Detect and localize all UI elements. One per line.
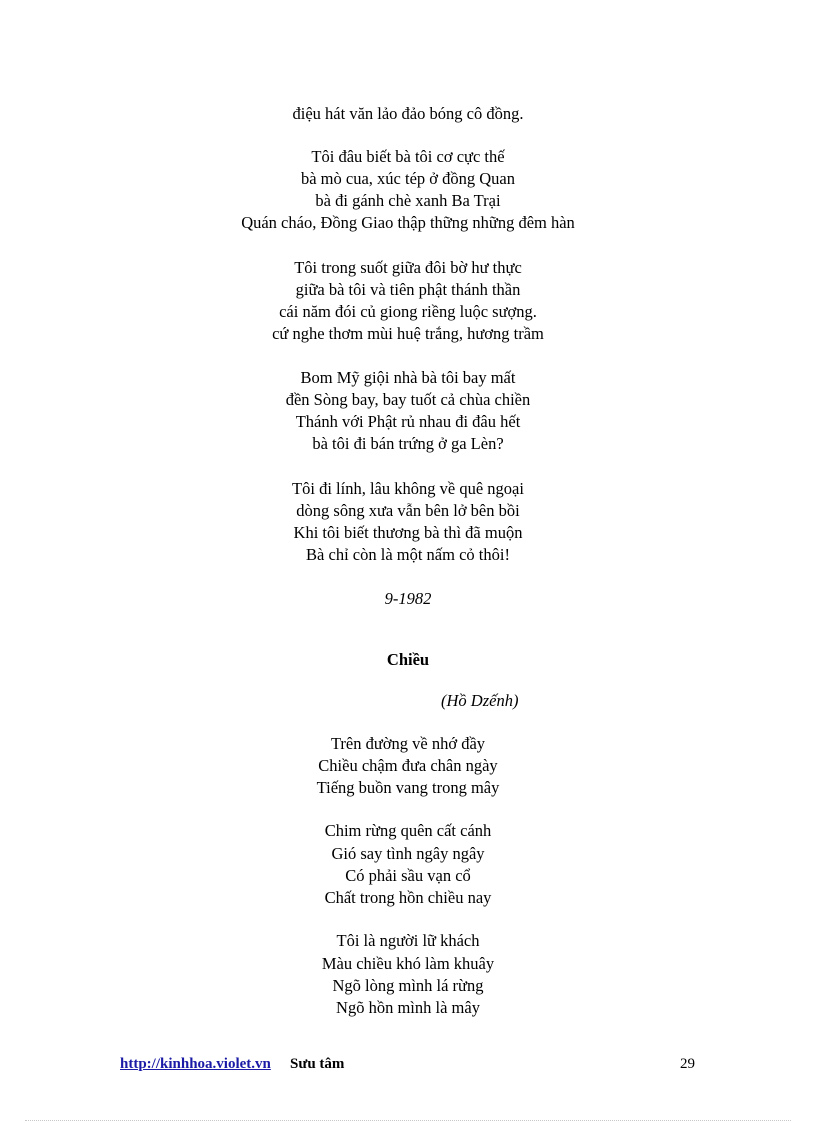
poem-line: bà mò cua, xúc tép ở đồng Quan xyxy=(300,169,515,188)
poem-line: Ngõ hồn mình là mây xyxy=(336,998,480,1017)
poem-line: Ngõ lòng mình lá rừng xyxy=(332,976,484,995)
poem-line: cái năm đói củ giong riềng luộc sượng. xyxy=(279,302,537,321)
poem-line: Tôi đâu biết bà tôi cơ cực thế xyxy=(311,147,505,166)
poem-line: Chiều chậm đưa chân ngày xyxy=(318,756,498,775)
poem-line: Tôi trong suốt giữa đôi bờ hư thực xyxy=(294,258,522,277)
poem-line: bà tôi đi bán trứng ở ga Lèn? xyxy=(312,434,504,453)
poem-line: Tiếng buồn vang trong mây xyxy=(316,778,500,797)
poem-author: (Hồ Dzếnh) xyxy=(441,691,519,710)
page-footer xyxy=(0,1053,816,1075)
poem-line: Chim rừng quên cất cánh xyxy=(324,821,492,840)
poem-line: Tôi đi lính, lâu không về quê ngoại xyxy=(292,479,524,498)
poem-line: Gió say tình ngây ngây xyxy=(331,844,485,863)
poem-title: Chiều xyxy=(386,650,430,669)
poem-line: Quán cháo, Đồng Giao thập thững những đêm hàn xyxy=(241,213,575,232)
poem-line: đền Sòng bay, bay tuốt cả chùa chiền xyxy=(285,390,531,409)
poem-line: Chất trong hồn chiều nay xyxy=(324,888,492,907)
footer-credit: Sưu tâm xyxy=(290,1056,345,1072)
poem-line: Khi tôi biết thương bà thì đã muộn xyxy=(293,523,523,542)
poem-line: Bom Mỹ giội nhà bà tôi bay mất xyxy=(300,368,516,387)
poem-line: Tôi là người lữ khách xyxy=(336,931,480,950)
poem-line: điệu hát văn lảo đảo bóng cô đồng. xyxy=(292,104,524,123)
poem-line: giữa bà tôi và tiên phật thánh thần xyxy=(295,280,521,299)
poem-line: Có phải sầu vạn cổ xyxy=(345,866,471,885)
poem-line: Màu chiều khó làm khuây xyxy=(321,954,495,973)
poem-line: Trên đường về nhớ đầy xyxy=(330,734,486,753)
page-bottom-divider xyxy=(25,1120,791,1121)
poem-line: dòng sông xưa vẫn bên lở bên bồi xyxy=(296,501,520,520)
page-number: 29 xyxy=(680,1056,695,1072)
poem-line: Bà chỉ còn là một nấm cỏ thôi! xyxy=(306,545,510,564)
poem-line: cứ nghe thơm mùi huệ trắng, hương trầm xyxy=(272,324,544,343)
poem-line: bà đi gánh chè xanh Ba Trại xyxy=(315,191,501,210)
poem-line: Thánh với Phật rủ nhau đi đâu hết xyxy=(295,412,521,431)
footer-link[interactable]: http://kinhhoa.violet.vn xyxy=(120,1056,271,1072)
poem-date: 9-1982 xyxy=(384,589,432,608)
